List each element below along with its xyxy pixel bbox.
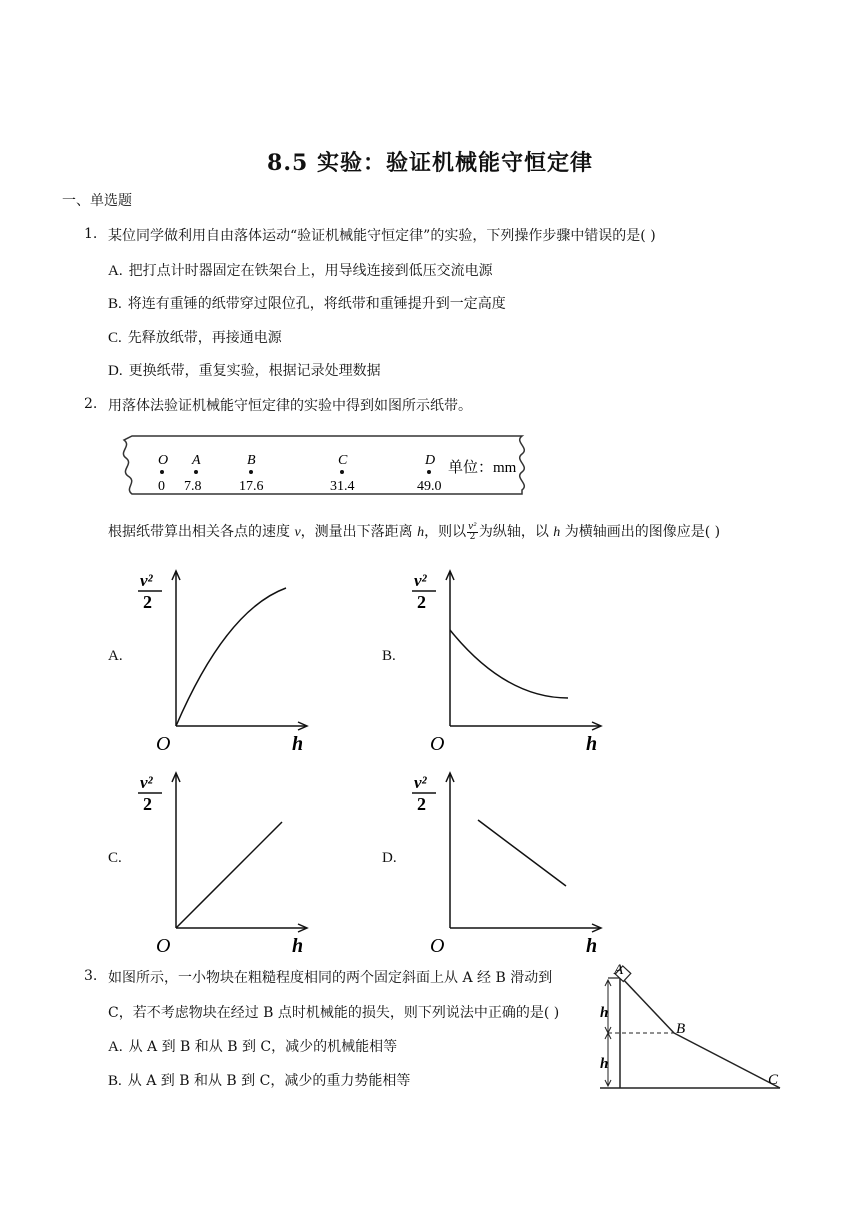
incline-ab — [620, 976, 674, 1033]
page-title: 8.5 实验：验证机械能守恒定律 — [267, 150, 593, 176]
tape-point-label: D — [425, 453, 436, 468]
option-c[interactable] — [108, 327, 282, 347]
y-label-numerator: v² — [140, 773, 153, 792]
option-label: C. — [108, 330, 122, 346]
graph-option-b[interactable]: B. — [382, 648, 396, 664]
tape-point-label: C — [338, 453, 348, 468]
graph-curve — [478, 820, 566, 886]
fraction-denominator: 2 — [469, 531, 476, 542]
graph-curve — [176, 822, 282, 928]
option-text: 从 A 到 B 和从 B 到 C，减少的机械能相等 — [128, 1039, 398, 1055]
section-heading: 一、单选题 — [62, 193, 132, 209]
graph-option-d[interactable]: D. — [382, 850, 397, 866]
tape-point-label: B — [247, 453, 256, 468]
origin-label: O — [430, 733, 445, 755]
question-stem: 用落体法验证机械能守恒定律的实验中得到如图所示纸带。 — [108, 398, 472, 414]
graph-a — [128, 560, 318, 756]
option-text: 从 A 到 B 和从 B 到 C，减少的重力势能相等 — [127, 1073, 411, 1089]
option-text: 先释放纸带，再接通电源 — [127, 330, 282, 346]
y-label-denominator: 2 — [143, 794, 152, 814]
tape-point-label: O — [158, 453, 169, 468]
text-segment: ，测量出下落距离 — [300, 524, 418, 540]
option-b[interactable] — [108, 293, 506, 313]
x-label: h — [586, 733, 598, 755]
tape-value: 7.8 — [184, 479, 202, 494]
x-label: h — [292, 935, 304, 957]
tape-dot — [427, 470, 431, 474]
label-h: h — [600, 1056, 609, 1072]
tape-value: 0 — [158, 479, 165, 494]
fraction-v2-over-2 — [467, 523, 478, 542]
y-label-numerator: v² — [414, 773, 427, 792]
tape-value: 17.6 — [239, 479, 264, 494]
label-a: A — [614, 962, 624, 978]
fraction-numerator: v² — [468, 521, 477, 532]
paper-tape-figure — [118, 432, 536, 500]
option-a[interactable] — [108, 260, 493, 280]
text-segment: 为纵轴，以 — [478, 524, 554, 540]
origin-label: O — [430, 935, 445, 957]
option-label: A. — [108, 263, 123, 279]
graph-curve — [450, 630, 568, 698]
incline-figure — [594, 958, 790, 1094]
option-text: 将连有重锤的纸带穿过限位孔，将纸带和重锤提升到一定高度 — [127, 296, 506, 312]
option-label: B. — [108, 1073, 122, 1089]
option-d[interactable] — [108, 360, 381, 380]
question-number: 3. — [84, 968, 98, 984]
graph-c — [128, 762, 318, 958]
option-text: 把打点计时器固定在铁架台上，用导线连接到低压交流电源 — [128, 263, 493, 279]
question-number: 1. — [84, 226, 98, 242]
y-label-numerator: v² — [140, 571, 153, 590]
tape-point-label: A — [192, 453, 201, 468]
variable-h: h — [553, 525, 561, 540]
graph-curve — [176, 588, 286, 726]
x-label: h — [586, 935, 598, 957]
label-b: B — [676, 1021, 686, 1037]
graph-d — [402, 762, 612, 958]
variable-v: v — [294, 525, 301, 540]
text-segment: 根据纸带算出相关各点的速度 — [108, 524, 295, 540]
question-line — [108, 522, 720, 543]
incline-bc — [674, 1033, 780, 1088]
option-b[interactable] — [108, 1070, 410, 1090]
option-a[interactable] — [108, 1036, 397, 1056]
question-stem-line-2: C，若不考虑物块在经过 B 点时机械能的损失，则下列说法中正确的是( ) — [108, 1005, 560, 1021]
option-text: 更换纸带，重复实验，根据记录处理数据 — [128, 363, 381, 379]
option-label: A. — [108, 1039, 123, 1055]
tape-dot — [249, 470, 253, 474]
text-segment: ，则以 — [424, 524, 467, 540]
label-h: h — [600, 1005, 609, 1021]
question-number: 2. — [84, 396, 98, 412]
label-c: C — [768, 1072, 779, 1088]
graph-option-a[interactable]: A. — [108, 648, 123, 664]
tape-unit: 单位：mm — [448, 460, 517, 476]
option-label: D. — [108, 363, 123, 379]
origin-label: O — [156, 733, 171, 755]
y-label-numerator: v² — [414, 571, 427, 590]
question-stem: 某位同学做利用自由落体运动“验证机械能守恒定律”的实验，下列操作步骤中错误的是( ) — [108, 228, 656, 244]
tape-value: 49.0 — [417, 479, 442, 494]
graph-option-c[interactable]: C. — [108, 850, 122, 866]
origin-label: O — [156, 935, 171, 957]
question-stem-line-1: 如图所示，一小物块在粗糙程度相同的两个固定斜面上从 A 经 B 滑动到 — [108, 970, 553, 986]
tape-value: 31.4 — [330, 479, 355, 494]
y-label-denominator: 2 — [143, 592, 152, 612]
tape-dot — [160, 470, 164, 474]
text-segment: 为横轴画出的图像应是( ) — [560, 524, 721, 540]
tape-dot — [340, 470, 344, 474]
x-label: h — [292, 733, 304, 755]
variable-h: h — [417, 525, 425, 540]
graph-b — [402, 560, 612, 756]
y-label-denominator: 2 — [417, 592, 426, 612]
option-label: B. — [108, 296, 122, 312]
tape-dot — [194, 470, 198, 474]
y-label-denominator: 2 — [417, 794, 426, 814]
